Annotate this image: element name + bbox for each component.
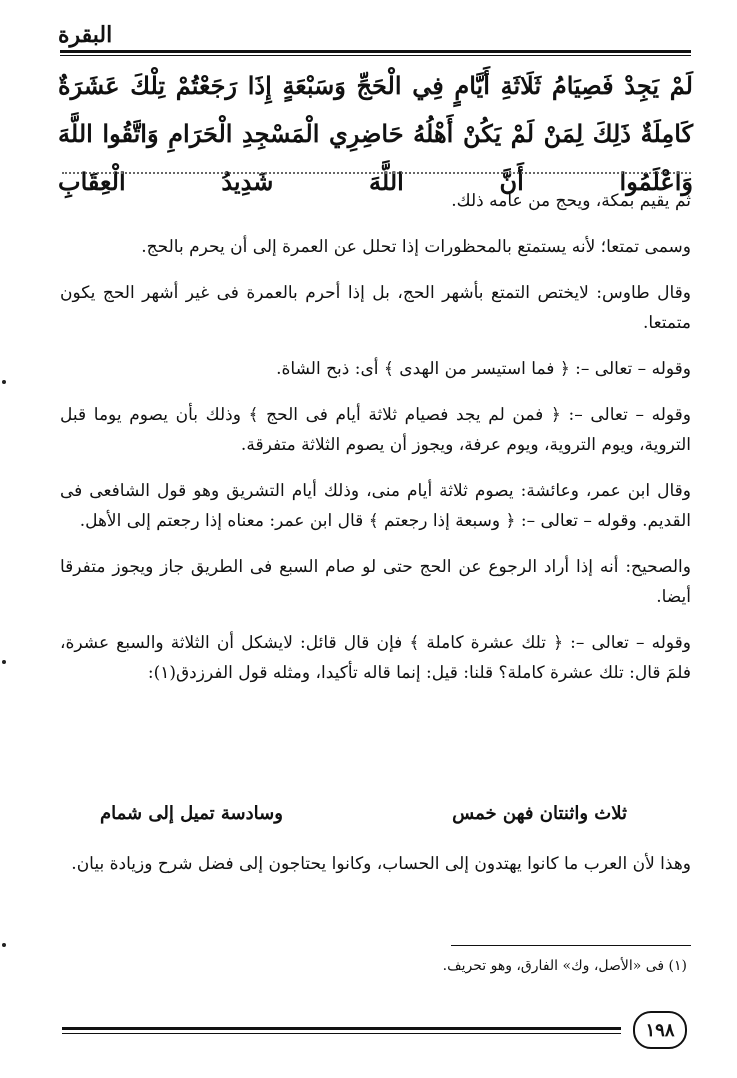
surah-title: البقرة — [58, 22, 113, 48]
poem-second-hemistich: وسادسة تميل إلى شمام — [100, 803, 283, 824]
footnote-rule — [451, 945, 691, 946]
margin-dot — [2, 660, 6, 664]
paragraph: وقال ابن عمر، وعائشة: يصوم ثلاثة أيام منى، وذلك أيام التشريق وهو قول الشافعى فى القديم. وقوله – تعالى –: ﴿ وسبعة إذا رجعتم ﴾ قال ابن عمر: معناه إذا رجعتم إلى الأهل. — [60, 481, 691, 531]
margin-dot — [2, 380, 6, 384]
paragraph: وقوله – تعالى –: ﴿ فمن لم يجد فصيام ثلاثة أيام فى الحج ﴾ وذلك بأن يصوم يوما قبل التروية، ويوم التروية، ويوم عرفة، ويجوز أن يصوم الثلاثة متفرقة. — [60, 405, 691, 455]
page-number: ١٩٨ — [633, 1011, 687, 1049]
commentary-body — [60, 186, 691, 704]
poem-first-hemistich: ثلاث واثنتان فهن خمس — [452, 803, 627, 824]
header-rule — [60, 50, 691, 53]
poem-verse — [100, 803, 627, 824]
paragraph: وقوله – تعالى –: ﴿ تلك عشرة كاملة ﴾ فإن قال قائل: لايشكل أن الثلاثة والسبع عشرة، فلمَ قال: تلك عشرة كاملة؟ قلنا: قيل: إنما قاله تأكيدا، ومثله قول الفرزدق(١): — [60, 633, 691, 683]
footer-rule — [62, 1027, 621, 1030]
quran-verse: لَمْ يَجِدْ فَصِيَامُ ثَلَاثَةِ أَيَّامٍ فِي الْحَجِّ وَسَبْعَةٍ إِذَا رَجَعْتُمْ تِلْكَ عَشَرَةٌ كَامِلَةٌ ذَلِكَ لِمَنْ لَمْ يَكُنْ أَهْلُهُ حَاضِرِي الْمَسْجِدِ الْحَرَامِ وَاتَّقُوا اللَّهَ وَاعْلَمُوا أَنَّ اللَّهَ شَدِيدُ الْعِقَابِ — [58, 71, 693, 196]
header-rule-thin — [60, 55, 691, 56]
verse-separator — [62, 172, 691, 174]
margin-dot — [2, 943, 6, 947]
paragraph: وقال طاوس: لايختص التمتع بأشهر الحج، بل إذا أحرم بالعمرة فى غير أشهر الحج يكون متمتعا. — [60, 283, 691, 333]
footer-rule-thin — [62, 1033, 621, 1034]
closing-paragraph: وهذا لأن العرب ما كانوا يهتدون إلى الحساب، وكانوا يحتاجون إلى فضل شرح وزيادة بيان. — [71, 854, 691, 874]
paragraph: والصحيح: أنه إذا أراد الرجوع عن الحج حتى لو صام السبع فى الطريق جاز ويجوز متفرقا أيضا. — [60, 557, 691, 607]
footnote: (١) فى «الأصل، وك» الفارق، وهو تحريف. — [442, 958, 687, 974]
paragraph: ثم يقيم بمكة، ويحج من عامه ذلك. — [451, 191, 691, 211]
paragraph: وسمى تمتعا؛ لأنه يستمتع بالمحظورات إذا تحلل عن العمرة إلى أن يحرم بالحج. — [141, 237, 691, 257]
paragraph: وقوله – تعالى –: ﴿ فما استيسر من الهدى ﴾ أى: ذبح الشاة. — [276, 359, 691, 379]
